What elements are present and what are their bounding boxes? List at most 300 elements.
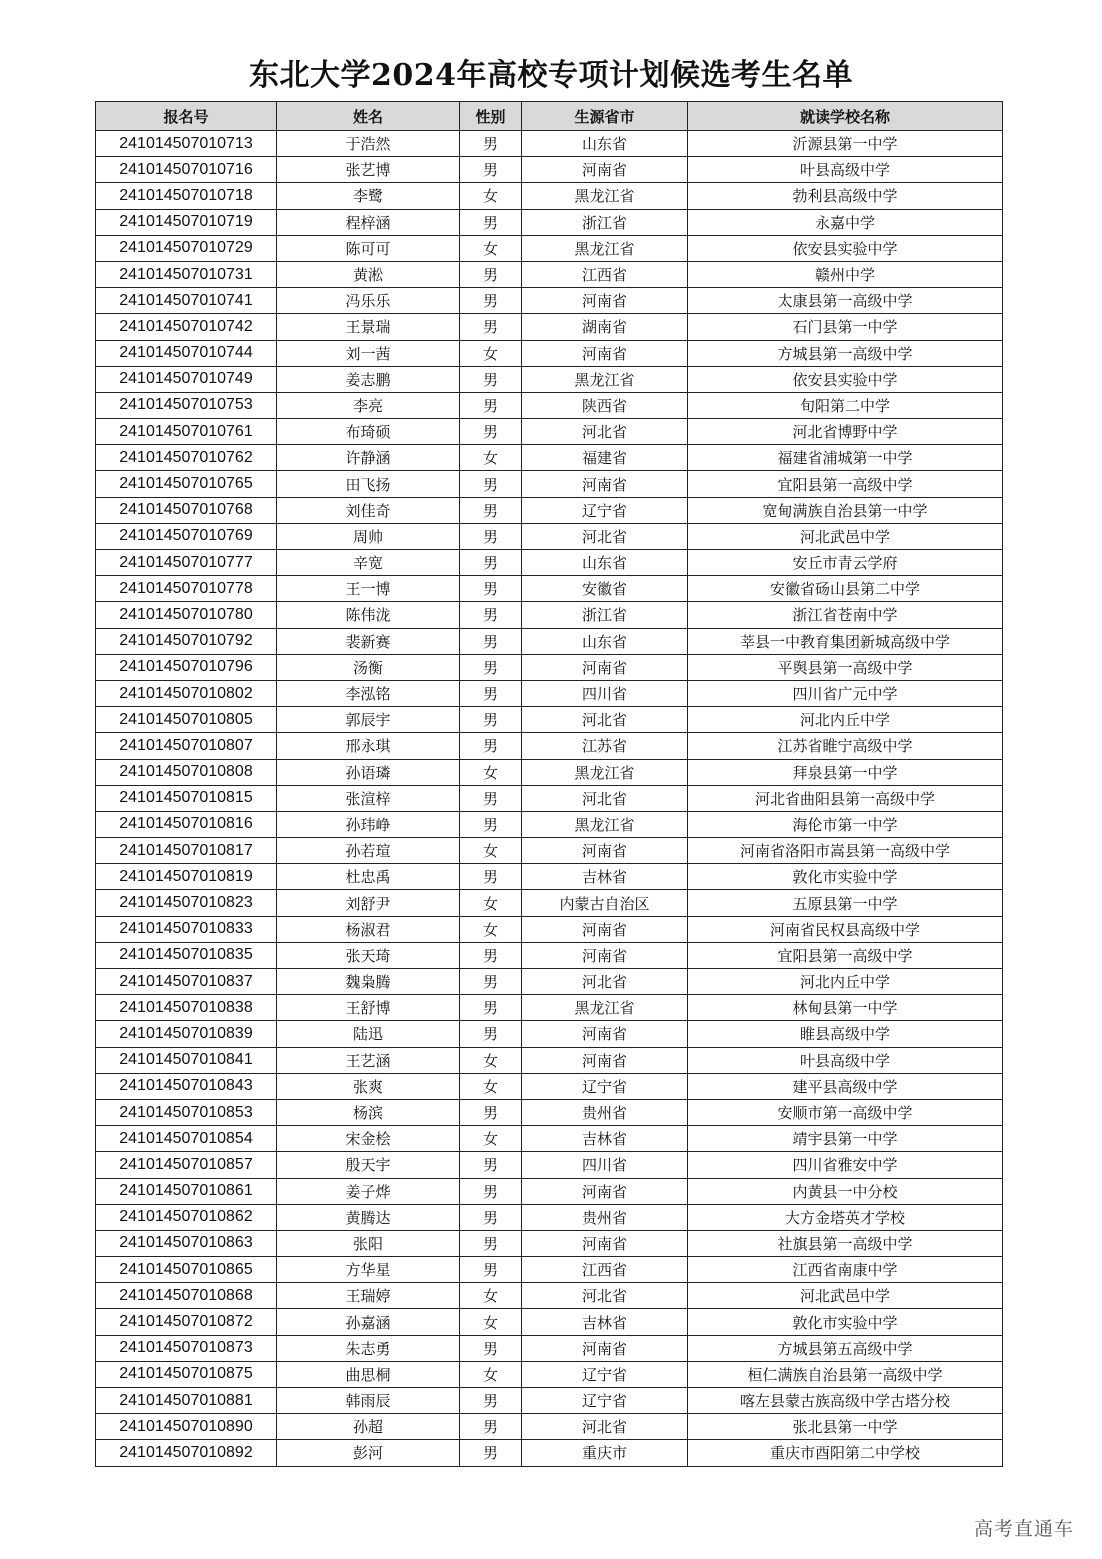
header-registration-number: 报名号 xyxy=(96,102,277,131)
gender-cell: 女 xyxy=(460,445,522,471)
registration-number-cell: 241014507010777 xyxy=(96,550,277,576)
province-cell: 山东省 xyxy=(522,550,688,576)
gender-cell: 男 xyxy=(460,995,522,1021)
province-cell: 江苏省 xyxy=(522,733,688,759)
gender-cell: 男 xyxy=(460,1099,522,1125)
document-title: 东北大学2024年高校专项计划候选考生名单 xyxy=(249,58,853,93)
name-cell: 裴新赛 xyxy=(277,628,460,654)
name-cell: 王瑞婷 xyxy=(277,1283,460,1309)
province-cell: 辽宁省 xyxy=(522,497,688,523)
name-cell: 李泓铭 xyxy=(277,680,460,706)
name-cell: 程梓涵 xyxy=(277,209,460,235)
registration-number-cell: 241014507010713 xyxy=(96,131,277,157)
registration-number-cell: 241014507010872 xyxy=(96,1309,277,1335)
gender-cell: 女 xyxy=(460,183,522,209)
province-cell: 黑龙江省 xyxy=(522,995,688,1021)
registration-number-cell: 241014507010762 xyxy=(96,445,277,471)
table-row xyxy=(96,1257,1003,1283)
gender-cell: 女 xyxy=(460,1283,522,1309)
registration-number-cell: 241014507010744 xyxy=(96,340,277,366)
school-cell: 叶县高级中学 xyxy=(688,157,1003,183)
table-row xyxy=(96,838,1003,864)
name-cell: 张渲梓 xyxy=(277,785,460,811)
school-cell: 福建省浦城第一中学 xyxy=(688,445,1003,471)
name-cell: 孙超 xyxy=(277,1414,460,1440)
table-row xyxy=(96,969,1003,995)
registration-number-cell: 241014507010881 xyxy=(96,1388,277,1414)
province-cell: 河南省 xyxy=(522,471,688,497)
name-cell: 王舒博 xyxy=(277,995,460,1021)
table-row xyxy=(96,1047,1003,1073)
province-cell: 河南省 xyxy=(522,288,688,314)
table-row xyxy=(96,1204,1003,1230)
registration-number-cell: 241014507010768 xyxy=(96,497,277,523)
registration-number-cell: 241014507010802 xyxy=(96,680,277,706)
name-cell: 李亮 xyxy=(277,392,460,418)
school-cell: 大方金塔英才学校 xyxy=(688,1204,1003,1230)
table-row xyxy=(96,811,1003,837)
registration-number-cell: 241014507010807 xyxy=(96,733,277,759)
school-cell: 石门县第一中学 xyxy=(688,314,1003,340)
header-province: 生源省市 xyxy=(522,102,688,131)
table-row xyxy=(96,340,1003,366)
registration-number-cell: 241014507010875 xyxy=(96,1361,277,1387)
table-row xyxy=(96,680,1003,706)
school-cell: 安丘市青云学府 xyxy=(688,550,1003,576)
table-row xyxy=(96,1073,1003,1099)
gender-cell: 男 xyxy=(460,131,522,157)
name-cell: 陆迅 xyxy=(277,1021,460,1047)
school-cell: 四川省广元中学 xyxy=(688,680,1003,706)
table-row xyxy=(96,183,1003,209)
gender-cell: 男 xyxy=(460,707,522,733)
registration-number-cell: 241014507010778 xyxy=(96,576,277,602)
table-row xyxy=(96,288,1003,314)
name-cell: 孙嘉涵 xyxy=(277,1309,460,1335)
registration-number-cell: 241014507010808 xyxy=(96,759,277,785)
table-row xyxy=(96,471,1003,497)
table-row xyxy=(96,209,1003,235)
watermark-text: 高考直通车 xyxy=(973,1518,1074,1540)
gender-cell: 女 xyxy=(460,916,522,942)
school-cell: 赣州中学 xyxy=(688,261,1003,287)
name-cell: 刘佳奇 xyxy=(277,497,460,523)
province-cell: 河南省 xyxy=(522,1335,688,1361)
table-row xyxy=(96,1021,1003,1047)
registration-number-cell: 241014507010890 xyxy=(96,1414,277,1440)
name-cell: 许静涵 xyxy=(277,445,460,471)
gender-cell: 男 xyxy=(460,523,522,549)
school-cell: 桓仁满族自治县第一高级中学 xyxy=(688,1361,1003,1387)
gender-cell: 女 xyxy=(460,1309,522,1335)
gender-cell: 男 xyxy=(460,471,522,497)
name-cell: 布琦硕 xyxy=(277,419,460,445)
table-row xyxy=(96,1440,1003,1466)
school-cell: 依安县实验中学 xyxy=(688,366,1003,392)
registration-number-cell: 241014507010835 xyxy=(96,942,277,968)
registration-number-cell: 241014507010817 xyxy=(96,838,277,864)
gender-cell: 男 xyxy=(460,1204,522,1230)
registration-number-cell: 241014507010865 xyxy=(96,1257,277,1283)
table-row xyxy=(96,1099,1003,1125)
name-cell: 杨滨 xyxy=(277,1099,460,1125)
name-cell: 孙玮峥 xyxy=(277,811,460,837)
gender-cell: 女 xyxy=(460,838,522,864)
registration-number-cell: 241014507010753 xyxy=(96,392,277,418)
registration-number-cell: 241014507010841 xyxy=(96,1047,277,1073)
name-cell: 姜子烨 xyxy=(277,1178,460,1204)
registration-number-cell: 241014507010796 xyxy=(96,654,277,680)
table-row xyxy=(96,1388,1003,1414)
gender-cell: 男 xyxy=(460,497,522,523)
registration-number-cell: 241014507010839 xyxy=(96,1021,277,1047)
school-cell: 莘县一中教育集团新城高级中学 xyxy=(688,628,1003,654)
gender-cell: 女 xyxy=(460,1126,522,1152)
registration-number-cell: 241014507010854 xyxy=(96,1126,277,1152)
table-body xyxy=(96,131,1003,1467)
school-cell: 睢县高级中学 xyxy=(688,1021,1003,1047)
table-row xyxy=(96,1283,1003,1309)
province-cell: 河南省 xyxy=(522,1021,688,1047)
registration-number-cell: 241014507010857 xyxy=(96,1152,277,1178)
school-cell: 江苏省睢宁高级中学 xyxy=(688,733,1003,759)
name-cell: 陈可可 xyxy=(277,235,460,261)
name-cell: 杨淑君 xyxy=(277,916,460,942)
registration-number-cell: 241014507010749 xyxy=(96,366,277,392)
table-row xyxy=(96,1152,1003,1178)
header-gender: 性别 xyxy=(460,102,522,131)
province-cell: 河北省 xyxy=(522,1283,688,1309)
table-row xyxy=(96,1335,1003,1361)
gender-cell: 男 xyxy=(460,288,522,314)
table-row xyxy=(96,654,1003,680)
school-cell: 平舆县第一高级中学 xyxy=(688,654,1003,680)
name-cell: 王景瑞 xyxy=(277,314,460,340)
table-row xyxy=(96,523,1003,549)
school-cell: 拜泉县第一中学 xyxy=(688,759,1003,785)
school-cell: 敦化市实验中学 xyxy=(688,864,1003,890)
province-cell: 河南省 xyxy=(522,1230,688,1256)
registration-number-cell: 241014507010742 xyxy=(96,314,277,340)
name-cell: 姜志鹏 xyxy=(277,366,460,392)
table-row xyxy=(96,392,1003,418)
gender-cell: 男 xyxy=(460,1440,522,1466)
table-row xyxy=(96,785,1003,811)
province-cell: 吉林省 xyxy=(522,1309,688,1335)
name-cell: 辛宽 xyxy=(277,550,460,576)
school-cell: 四川省雅安中学 xyxy=(688,1152,1003,1178)
gender-cell: 男 xyxy=(460,1257,522,1283)
gender-cell: 男 xyxy=(460,864,522,890)
name-cell: 刘一茜 xyxy=(277,340,460,366)
table-row xyxy=(96,759,1003,785)
school-cell: 建平县高级中学 xyxy=(688,1073,1003,1099)
province-cell: 黑龙江省 xyxy=(522,811,688,837)
name-cell: 韩雨辰 xyxy=(277,1388,460,1414)
name-cell: 彭河 xyxy=(277,1440,460,1466)
table-row xyxy=(96,131,1003,157)
province-cell: 黑龙江省 xyxy=(522,759,688,785)
province-cell: 河南省 xyxy=(522,838,688,864)
name-cell: 张天琦 xyxy=(277,942,460,968)
school-cell: 敦化市实验中学 xyxy=(688,1309,1003,1335)
province-cell: 河北省 xyxy=(522,1414,688,1440)
gender-cell: 男 xyxy=(460,1178,522,1204)
school-cell: 河北武邑中学 xyxy=(688,523,1003,549)
table-row xyxy=(96,916,1003,942)
name-cell: 黄淞 xyxy=(277,261,460,287)
table-row xyxy=(96,628,1003,654)
table-row xyxy=(96,235,1003,261)
gender-cell: 女 xyxy=(460,340,522,366)
gender-cell: 女 xyxy=(460,1361,522,1387)
gender-cell: 男 xyxy=(460,576,522,602)
school-cell: 喀左县蒙古族高级中学古塔分校 xyxy=(688,1388,1003,1414)
table-row xyxy=(96,261,1003,287)
name-cell: 张阳 xyxy=(277,1230,460,1256)
registration-number-cell: 241014507010816 xyxy=(96,811,277,837)
registration-number-cell: 241014507010765 xyxy=(96,471,277,497)
name-cell: 殷天宇 xyxy=(277,1152,460,1178)
school-cell: 内黄县一中分校 xyxy=(688,1178,1003,1204)
school-cell: 社旗县第一高级中学 xyxy=(688,1230,1003,1256)
school-cell: 河南省民权县高级中学 xyxy=(688,916,1003,942)
gender-cell: 男 xyxy=(460,628,522,654)
name-cell: 邢永琪 xyxy=(277,733,460,759)
province-cell: 河北省 xyxy=(522,969,688,995)
gender-cell: 男 xyxy=(460,811,522,837)
province-cell: 河南省 xyxy=(522,654,688,680)
province-cell: 浙江省 xyxy=(522,209,688,235)
name-cell: 陈伟泷 xyxy=(277,602,460,628)
name-cell: 张艺博 xyxy=(277,157,460,183)
registration-number-cell: 241014507010716 xyxy=(96,157,277,183)
name-cell: 曲思桐 xyxy=(277,1361,460,1387)
registration-number-cell: 241014507010819 xyxy=(96,864,277,890)
province-cell: 湖南省 xyxy=(522,314,688,340)
province-cell: 四川省 xyxy=(522,1152,688,1178)
registration-number-cell: 241014507010838 xyxy=(96,995,277,1021)
registration-number-cell: 241014507010731 xyxy=(96,261,277,287)
table-row xyxy=(96,1178,1003,1204)
school-cell: 宽甸满族自治县第一中学 xyxy=(688,497,1003,523)
header-name: 姓名 xyxy=(277,102,460,131)
school-cell: 河北武邑中学 xyxy=(688,1283,1003,1309)
gender-cell: 男 xyxy=(460,314,522,340)
school-cell: 安顺市第一高级中学 xyxy=(688,1099,1003,1125)
school-cell: 旬阳第二中学 xyxy=(688,392,1003,418)
school-cell: 宜阳县第一高级中学 xyxy=(688,942,1003,968)
school-cell: 方城县第一高级中学 xyxy=(688,340,1003,366)
province-cell: 浙江省 xyxy=(522,602,688,628)
registration-number-cell: 241014507010729 xyxy=(96,235,277,261)
province-cell: 黑龙江省 xyxy=(522,235,688,261)
table-row xyxy=(96,550,1003,576)
table-row xyxy=(96,733,1003,759)
school-cell: 沂源县第一中学 xyxy=(688,131,1003,157)
registration-number-cell: 241014507010868 xyxy=(96,1283,277,1309)
registration-number-cell: 241014507010815 xyxy=(96,785,277,811)
table-row xyxy=(96,576,1003,602)
name-cell: 周帅 xyxy=(277,523,460,549)
gender-cell: 男 xyxy=(460,1388,522,1414)
table-header-row xyxy=(96,102,1003,131)
name-cell: 杜忠禹 xyxy=(277,864,460,890)
province-cell: 河南省 xyxy=(522,340,688,366)
header-school: 就读学校名称 xyxy=(688,102,1003,131)
registration-number-cell: 241014507010873 xyxy=(96,1335,277,1361)
province-cell: 辽宁省 xyxy=(522,1073,688,1099)
name-cell: 魏枭腾 xyxy=(277,969,460,995)
province-cell: 河北省 xyxy=(522,523,688,549)
province-cell: 河南省 xyxy=(522,1178,688,1204)
gender-cell: 男 xyxy=(460,261,522,287)
registration-number-cell: 241014507010792 xyxy=(96,628,277,654)
registration-number-cell: 241014507010861 xyxy=(96,1178,277,1204)
registration-number-cell: 241014507010769 xyxy=(96,523,277,549)
province-cell: 山东省 xyxy=(522,628,688,654)
province-cell: 河南省 xyxy=(522,1047,688,1073)
gender-cell: 男 xyxy=(460,602,522,628)
table-row xyxy=(96,419,1003,445)
school-cell: 张北县第一中学 xyxy=(688,1414,1003,1440)
registration-number-cell: 241014507010719 xyxy=(96,209,277,235)
name-cell: 宋金桧 xyxy=(277,1126,460,1152)
school-cell: 河南省洛阳市嵩县第一高级中学 xyxy=(688,838,1003,864)
school-cell: 叶县高级中学 xyxy=(688,1047,1003,1073)
province-cell: 贵州省 xyxy=(522,1099,688,1125)
name-cell: 王一博 xyxy=(277,576,460,602)
province-cell: 河南省 xyxy=(522,942,688,968)
school-cell: 靖宇县第一中学 xyxy=(688,1126,1003,1152)
gender-cell: 女 xyxy=(460,235,522,261)
gender-cell: 男 xyxy=(460,969,522,995)
province-cell: 陕西省 xyxy=(522,392,688,418)
school-cell: 宜阳县第一高级中学 xyxy=(688,471,1003,497)
province-cell: 辽宁省 xyxy=(522,1361,688,1387)
province-cell: 辽宁省 xyxy=(522,1388,688,1414)
name-cell: 汤衡 xyxy=(277,654,460,680)
gender-cell: 男 xyxy=(460,419,522,445)
gender-cell: 男 xyxy=(460,1414,522,1440)
table-row xyxy=(96,890,1003,916)
gender-cell: 男 xyxy=(460,550,522,576)
school-cell: 勃利县高级中学 xyxy=(688,183,1003,209)
gender-cell: 男 xyxy=(460,942,522,968)
table-row xyxy=(96,497,1003,523)
province-cell: 江西省 xyxy=(522,261,688,287)
registration-number-cell: 241014507010805 xyxy=(96,707,277,733)
name-cell: 孙若瑄 xyxy=(277,838,460,864)
gender-cell: 女 xyxy=(460,890,522,916)
province-cell: 河北省 xyxy=(522,707,688,733)
province-cell: 重庆市 xyxy=(522,1440,688,1466)
school-cell: 太康县第一高级中学 xyxy=(688,288,1003,314)
table-row xyxy=(96,995,1003,1021)
school-cell: 浙江省苍南中学 xyxy=(688,602,1003,628)
name-cell: 于浩然 xyxy=(277,131,460,157)
province-cell: 安徽省 xyxy=(522,576,688,602)
name-cell: 郭辰宇 xyxy=(277,707,460,733)
table-row xyxy=(96,1230,1003,1256)
registration-number-cell: 241014507010761 xyxy=(96,419,277,445)
province-cell: 黑龙江省 xyxy=(522,183,688,209)
gender-cell: 男 xyxy=(460,1152,522,1178)
school-cell: 河北省曲阳县第一高级中学 xyxy=(688,785,1003,811)
registration-number-cell: 241014507010837 xyxy=(96,969,277,995)
registration-number-cell: 241014507010718 xyxy=(96,183,277,209)
province-cell: 贵州省 xyxy=(522,1204,688,1230)
table-row xyxy=(96,1309,1003,1335)
registration-number-cell: 241014507010833 xyxy=(96,916,277,942)
province-cell: 黑龙江省 xyxy=(522,366,688,392)
gender-cell: 男 xyxy=(460,366,522,392)
school-cell: 林甸县第一中学 xyxy=(688,995,1003,1021)
registration-number-cell: 241014507010780 xyxy=(96,602,277,628)
table-row xyxy=(96,1126,1003,1152)
table-row xyxy=(96,942,1003,968)
registration-number-cell: 241014507010892 xyxy=(96,1440,277,1466)
table-row xyxy=(96,445,1003,471)
registration-number-cell: 241014507010863 xyxy=(96,1230,277,1256)
gender-cell: 男 xyxy=(460,1021,522,1047)
candidate-table xyxy=(95,101,1003,1467)
name-cell: 冯乐乐 xyxy=(277,288,460,314)
table-row xyxy=(96,602,1003,628)
province-cell: 内蒙古自治区 xyxy=(522,890,688,916)
table-row xyxy=(96,1361,1003,1387)
gender-cell: 男 xyxy=(460,1230,522,1256)
school-cell: 河北内丘中学 xyxy=(688,707,1003,733)
province-cell: 四川省 xyxy=(522,680,688,706)
gender-cell: 女 xyxy=(460,1073,522,1099)
school-cell: 永嘉中学 xyxy=(688,209,1003,235)
school-cell: 河北省博野中学 xyxy=(688,419,1003,445)
table-row xyxy=(96,864,1003,890)
gender-cell: 男 xyxy=(460,785,522,811)
table-row xyxy=(96,366,1003,392)
gender-cell: 男 xyxy=(460,654,522,680)
name-cell: 李鹭 xyxy=(277,183,460,209)
gender-cell: 女 xyxy=(460,759,522,785)
gender-cell: 男 xyxy=(460,733,522,759)
registration-number-cell: 241014507010823 xyxy=(96,890,277,916)
gender-cell: 男 xyxy=(460,209,522,235)
name-cell: 黄腾达 xyxy=(277,1204,460,1230)
name-cell: 张爽 xyxy=(277,1073,460,1099)
province-cell: 吉林省 xyxy=(522,864,688,890)
school-cell: 依安县实验中学 xyxy=(688,235,1003,261)
school-cell: 五原县第一中学 xyxy=(688,890,1003,916)
province-cell: 河北省 xyxy=(522,419,688,445)
province-cell: 山东省 xyxy=(522,131,688,157)
registration-number-cell: 241014507010741 xyxy=(96,288,277,314)
province-cell: 江西省 xyxy=(522,1257,688,1283)
registration-number-cell: 241014507010862 xyxy=(96,1204,277,1230)
gender-cell: 男 xyxy=(460,680,522,706)
gender-cell: 女 xyxy=(460,1047,522,1073)
gender-cell: 男 xyxy=(460,1335,522,1361)
province-cell: 河北省 xyxy=(522,785,688,811)
name-cell: 孙语璘 xyxy=(277,759,460,785)
name-cell: 王艺涵 xyxy=(277,1047,460,1073)
school-cell: 河北内丘中学 xyxy=(688,969,1003,995)
registration-number-cell: 241014507010843 xyxy=(96,1073,277,1099)
table-row xyxy=(96,314,1003,340)
name-cell: 田飞扬 xyxy=(277,471,460,497)
name-cell: 朱志勇 xyxy=(277,1335,460,1361)
table-row xyxy=(96,157,1003,183)
